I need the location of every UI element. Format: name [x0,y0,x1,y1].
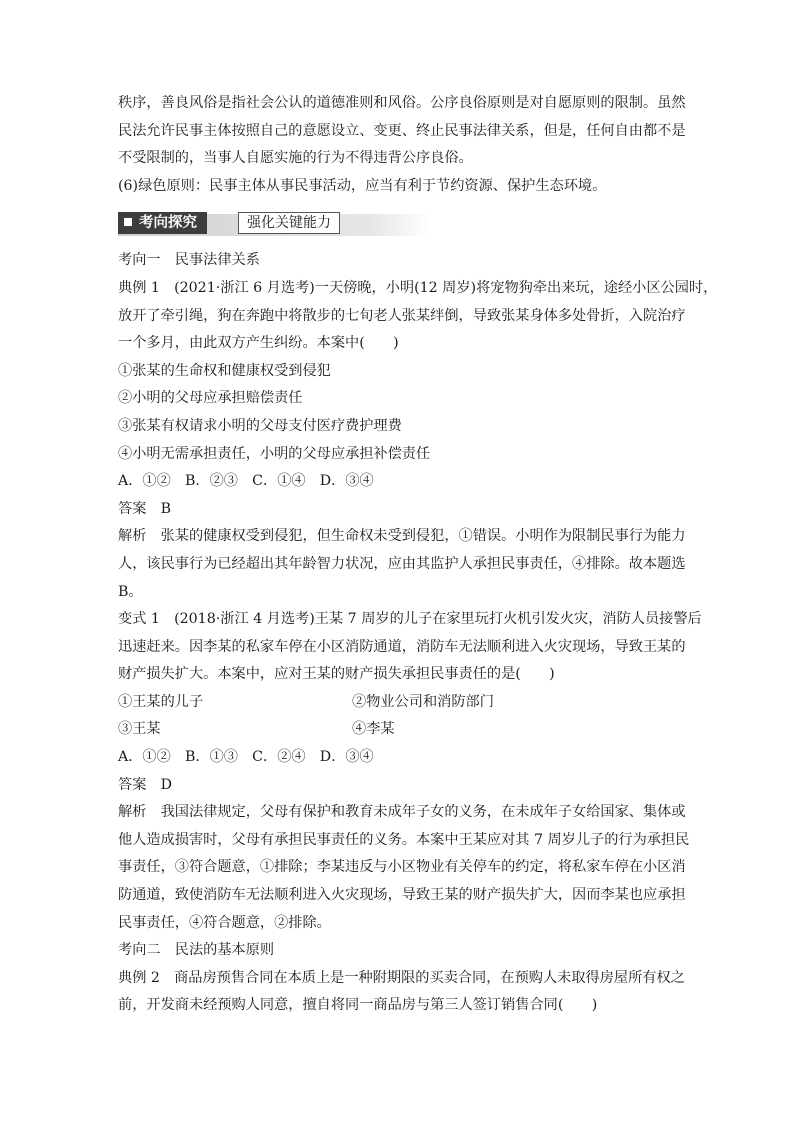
banner-subtitle: 强化关键能力 [238,212,340,234]
variant-1-options-row-1 [118,689,678,717]
intro-line-1: 秩序，善良风俗是指社会公认的道德准则和风俗。公序良俗原则是对自愿原则的限制。虽然 [118,95,686,111]
example-1-analysis-2: 人，该民事行为已经超出其年龄智力状况，应由其监护人承担民事责任，④排除。故本题选 [118,555,686,572]
example-1-option-1: ①张某的生命权和健康权受到侵犯 [118,362,331,379]
variant-1-line-2: 迅速赶来。因李某的私家车停在小区消防通道，消防车无法顺利进入火灾现场，导致王某的 [118,638,686,655]
example-1-option-2: ②小明的父母应承担赔偿责任 [118,390,303,407]
variant-1-analysis-1: 解析 我国法律规定，父母有保护和教育未成年子女的义务，在未成年子女给国家、集体或 [118,804,686,821]
example-1-analysis-3: B。 [118,583,143,600]
example-2-line-2: 前，开发商未经预购人同意，擅自将同一商品房与第三人签订销售合同( ) [118,997,598,1014]
example-1-option-4: ④小明无需承担责任，小明的父母应承担补偿责任 [118,445,431,462]
banner-title: 考向探究 [139,215,197,232]
example-1-line-1: 典例 1 (2021·浙江 6 月选考)一天傍晚，小明(12 周岁)将宠物狗牵出来玩，途经小区公园时， [118,279,718,296]
variant-1-option-3: ③王某 [118,721,161,738]
intro-line-2: 民法允许民事主体按照自己的意愿设立、变更、终止民事法律关系，但是，任何自由都不是 [118,122,686,139]
section-2-title: 考向二 民法的基本原则 [118,942,275,959]
variant-1-option-1: ①王某的儿子 [118,693,204,710]
square-icon [124,218,132,226]
variant-1-line-1: 变式 1 (2018·浙江 4 月选考)王某 7 周岁的儿子在家里玩打火机引发火灾，消防人员接警后 [118,611,702,628]
example-1-line-3: 一个多月，由此双方产生纠纷。本案中( ) [118,335,399,352]
variant-1-analysis-2: 他人造成损害时，父母有承担民事责任的义务。本案中王某应对其 7 周岁儿子的行为承担民 [118,831,690,848]
variant-1-answer: 答案 D [118,776,172,793]
variant-1-option-4: ④李某 [352,721,395,738]
variant-1-choices: A．①② B．①③ C．②④ D．③④ [118,749,374,766]
intro-line-4: (6)绿色原则：民事主体从事民事活动，应当有利于节约资源、保护生态环境。 [118,177,607,194]
example-1-line-2: 放开了牵引绳，狗在奔跑中将散步的七旬老人张某绊倒，导致张某身体多处骨折，入院治疗 [118,307,686,324]
banner-tag [118,212,207,234]
variant-1-option-2: ②物业公司和消防部门 [352,693,494,710]
variant-1-options-row-2 [118,716,678,744]
example-1-analysis-1: 解析 张某的健康权受到侵犯，但生命权未受到侵犯，①错误。小明作为限制民事行为能力 [118,528,686,545]
example-1-option-3: ③张某有权请求小明的父母支付医疗费护理费 [118,417,402,434]
section-banner [118,208,678,238]
example-2-line-1: 典例 2 商品房预售合同在本质上是一种附期限的买卖合同，在预购人未取得房屋所有权之 [118,969,685,986]
intro-line-3: 不受限制的，当事人自愿实施的行为不得违背公序良俗。 [118,150,473,167]
variant-1-analysis-4: 防通道，致使消防车无法顺利进入火灾现场，导致王某的财产损失扩大，因而李某也应承担 [118,887,686,904]
variant-1-line-3: 财产损失扩大。本案中，应对王某的财产损失承担民事责任的是( ) [118,666,555,683]
variant-1-analysis-5: 民事责任，④符合题意，②排除。 [118,914,331,931]
section-1-title: 考向一 民事法律关系 [118,252,260,269]
example-1-choices: A．①② B．②③ C．①④ D．③④ [118,473,374,490]
example-1-answer: 答案 B [118,500,171,517]
document-page [118,90,718,1020]
variant-1-analysis-3: 事责任，③符合题意，①排除；李某违反与小区物业有关停车的约定，将私家车停在小区消 [118,859,686,876]
